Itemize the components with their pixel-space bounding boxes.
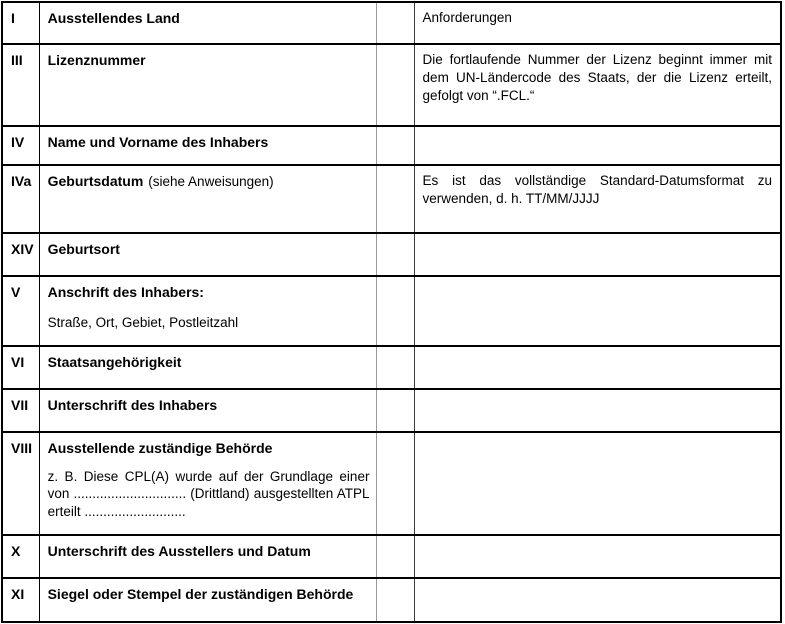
row-numeral: VI [2, 346, 39, 389]
empty-cell [377, 126, 414, 165]
table-row [2, 233, 781, 276]
row-numeral: V [2, 276, 39, 346]
row-requirement [414, 535, 781, 578]
table-row [2, 578, 781, 622]
row-requirement: Die fortlaufende Nummer der Lizenz beginnt immer mit dem UN-Ländercode des Staats, der die Lizenz erteilt, gefolgt von “.FCL.“ [414, 44, 781, 126]
empty-cell [377, 44, 414, 126]
row-label-subtext: Straße, Ort, Gebiet, Postleitzahl [47, 314, 239, 330]
license-form-table [1, 1, 782, 623]
row-numeral: III [2, 44, 39, 126]
row-requirement [414, 233, 781, 276]
table-row [2, 2, 781, 44]
row-label: Geburtsort [47, 241, 120, 257]
empty-cell [377, 276, 414, 346]
row-numeral: I [2, 2, 39, 44]
empty-cell [377, 2, 414, 44]
empty-cell [377, 389, 414, 432]
row-numeral: VII [2, 389, 39, 432]
row-numeral: IV [2, 126, 39, 165]
empty-cell [377, 432, 414, 535]
empty-cell [377, 535, 414, 578]
row-label: Ausstellende zuständige Behörde [47, 440, 273, 456]
table-row [2, 432, 781, 535]
row-requirement [414, 126, 781, 165]
table-row [2, 389, 781, 432]
empty-cell [377, 578, 414, 622]
row-label: Staatsangehörigkeit [47, 354, 182, 370]
row-numeral: X [2, 535, 39, 578]
row-label-note: (siehe Anweisungen) [148, 174, 274, 189]
row-requirement [414, 346, 781, 389]
row-label: Unterschrift des Inhabers [47, 397, 218, 413]
row-requirement [414, 276, 781, 346]
row-requirement [414, 432, 781, 535]
empty-cell [377, 233, 414, 276]
table-row [2, 535, 781, 578]
row-numeral: VIII [2, 432, 39, 535]
table-row [2, 276, 781, 346]
empty-cell [377, 346, 414, 389]
row-numeral: XIV [2, 233, 39, 276]
row-requirement [414, 389, 781, 432]
row-label: Geburtsdatum [47, 173, 144, 189]
table-row [2, 44, 781, 126]
row-label: Ausstellendes Land [47, 10, 180, 26]
row-numeral: XI [2, 578, 39, 622]
table-row [2, 346, 781, 389]
row-numeral: IVa [2, 165, 39, 233]
empty-cell [377, 165, 414, 233]
row-requirement: Es ist das vollständige Standard-Datumsformat zu verwenden, d. h. TT/MM/JJJJ [414, 165, 781, 233]
row-requirement [414, 578, 781, 622]
row-label: Siegel oder Stempel der zuständigen Behörde [47, 586, 354, 602]
row-label-subtext: z. B. Diese CPL(A) wurde auf der Grundlage einer von .............................. (Drittland) ausgestellten ATPL erteilt ........................... [47, 468, 370, 519]
table-row [2, 165, 781, 233]
row-label: Unterschrift des Ausstellers und Datum [47, 543, 311, 559]
row-label: Anschrift des Inhabers: [47, 284, 204, 300]
row-label: Lizenznummer [47, 52, 146, 68]
table-row [2, 126, 781, 165]
row-label: Name und Vorname des Inhabers [47, 134, 269, 150]
row-requirement: Anforderungen [414, 2, 781, 44]
